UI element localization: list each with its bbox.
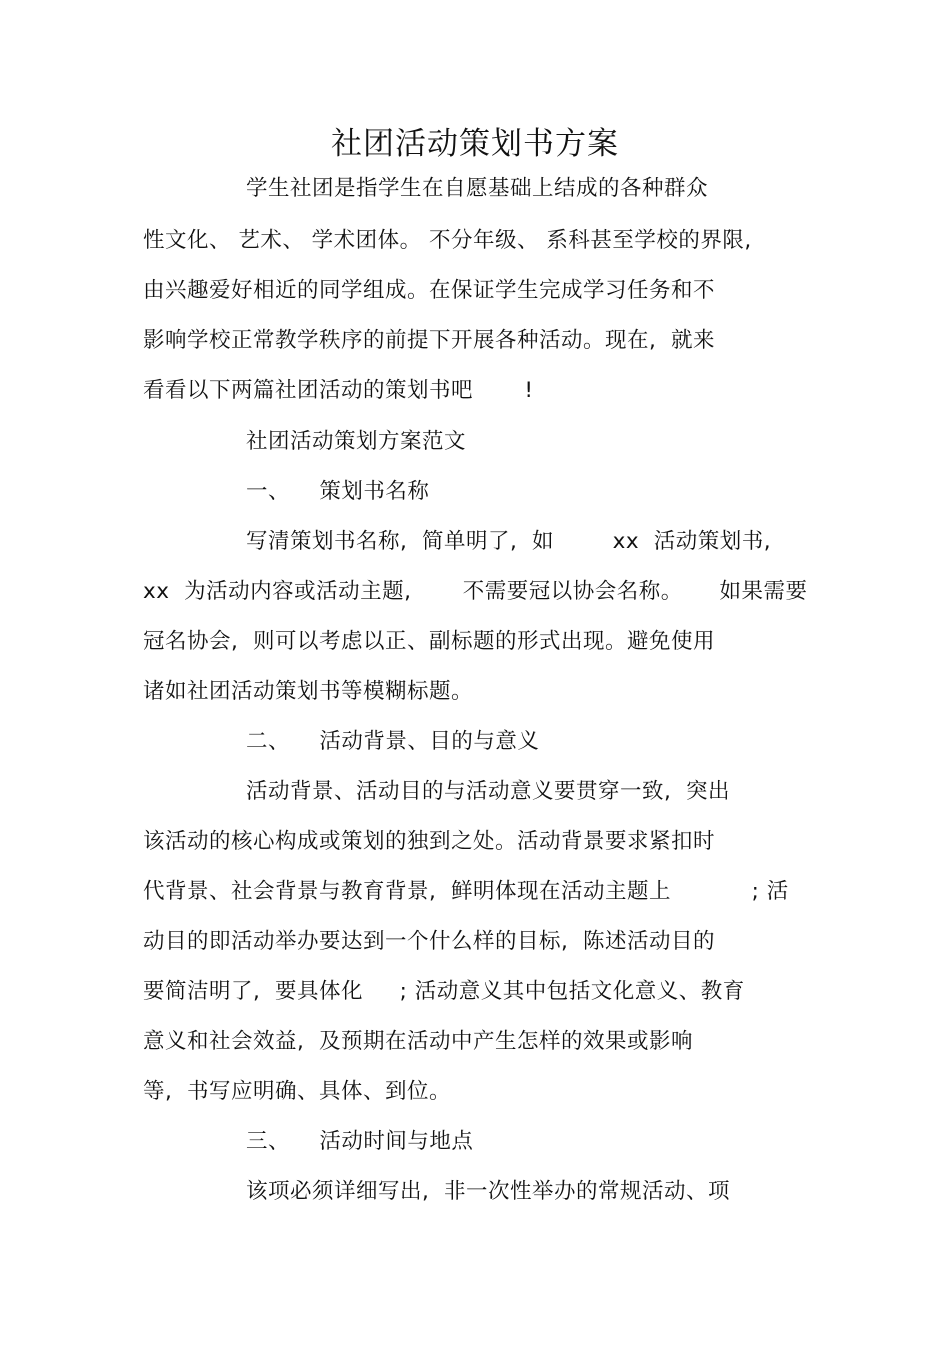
text-line-5: 看看以下两篇社团活动的策划书吧 ! — [143, 378, 534, 403]
text-line-13: 活动背景、活动目的与活动意义要贯穿一致, 突出 — [246, 779, 731, 804]
text-line-14: 该活动的核心构成或策划的独到之处。活动背景要求紧扣时 — [143, 829, 716, 854]
text-line-16: 动目的即活动举办要达到一个什么样的目标, 陈述活动目的 — [143, 929, 716, 954]
text-line-2: 性文化、 艺术、 学术团体。 不分年级、 系科甚至学校的界限, — [143, 228, 752, 253]
text-line-17: 要简洁明了, 要具体化 ; 活动意义其中包括文化意义、教育 — [143, 979, 745, 1004]
section-heading-1: 一、 策划书名称 — [246, 479, 430, 504]
section-heading-2: 二、 活动背景、目的与意义 — [246, 729, 540, 754]
section-heading-3: 三、 活动时间与地点 — [246, 1129, 474, 1154]
text-line-1: 学生社团是指学生在自愿基础上结成的各种群众 — [246, 176, 709, 201]
text-line-8: 写清策划书名称, 简单明了, 如 xx 活动策划书, — [246, 529, 772, 554]
text-line-15: 代背景、社会背景与教育背景, 鲜明体现在活动主题上 ; 活 — [143, 879, 789, 904]
text-line-9: xx 为活动内容或活动主题, 不需要冠以协会名称。 如果需要 — [143, 579, 808, 604]
document-title: 社团活动策划书方案 — [331, 126, 619, 162]
text-line-19: 等, 书写应明确、具体、到位。 — [143, 1079, 452, 1104]
section-heading-sample: 社团活动策划方案范文 — [246, 429, 467, 454]
text-line-11: 诸如社团活动策划书等模糊标题。 — [143, 679, 474, 704]
text-line-4: 影响学校正常教学秩序的前提下开展各种活动。现在, 就来 — [143, 328, 716, 353]
text-line-21: 该项必须详细写出, 非一次性举办的常规活动、项 — [246, 1179, 731, 1204]
text-line-3: 由兴趣爱好相近的同学组成。在保证学生完成学习任务和不 — [143, 278, 716, 303]
text-line-10: 冠名协会, 则可以考虑以正、副标题的形式出现。避免使用 — [143, 629, 716, 654]
text-line-18: 意义和社会效益, 及预期在活动中产生怎样的效果或影响 — [143, 1029, 694, 1054]
